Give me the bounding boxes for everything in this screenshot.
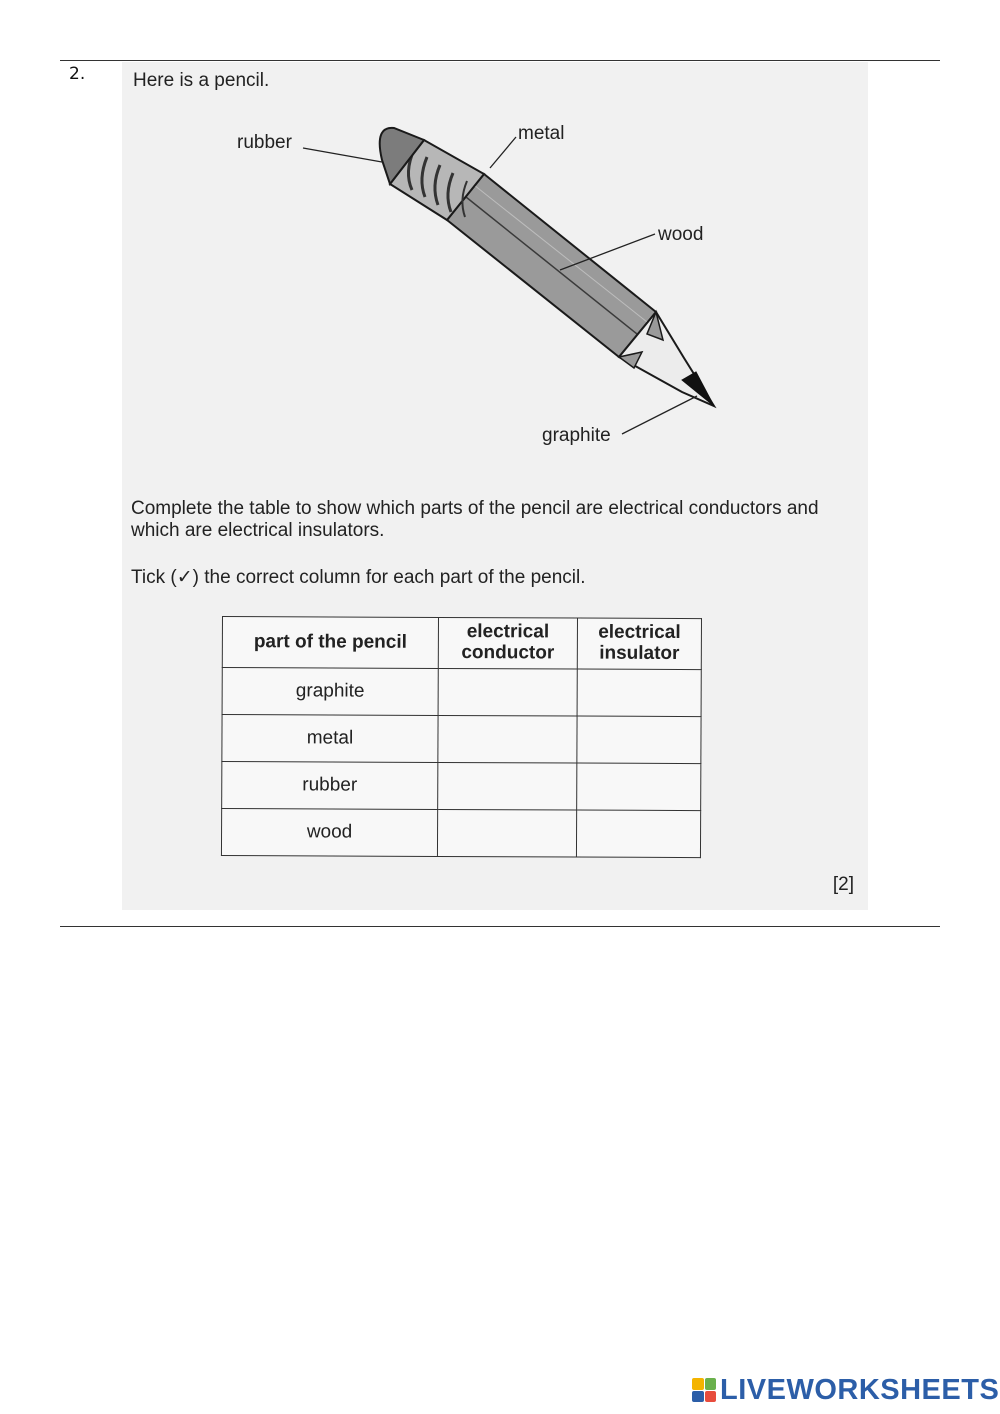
conductor-tick-cell[interactable] <box>438 762 577 810</box>
metal-leader-line <box>490 137 516 168</box>
conductor-tick-cell[interactable] <box>437 809 576 857</box>
insulator-tick-cell[interactable] <box>577 716 701 764</box>
graphite-leader-line <box>622 396 697 434</box>
logo-square <box>692 1391 704 1403</box>
question-number: 2. <box>69 64 86 84</box>
rubber-label: rubber <box>237 132 292 153</box>
graphite-label: graphite <box>542 425 611 446</box>
answer-table <box>221 616 702 858</box>
question-scan <box>122 62 868 910</box>
conductor-tick-cell[interactable] <box>438 715 577 763</box>
header-part: part of the pencil <box>222 617 438 669</box>
liveworksheets-brand <box>692 1374 999 1406</box>
row-part-label: graphite <box>222 668 438 716</box>
logo-square <box>705 1391 717 1403</box>
logo-square <box>705 1378 717 1390</box>
tick-instruction: Tick (✓) the correct column for each part of the pencil. <box>131 567 586 588</box>
row-part-label: wood <box>221 809 437 857</box>
bottom-divider <box>60 926 940 927</box>
pencil-illustration <box>380 128 714 406</box>
table-row <box>222 762 701 811</box>
header-insulator: electrical insulator <box>577 618 701 670</box>
brand-name: LIVEWORKSHEETS <box>720 1373 1000 1406</box>
pencil-diagram <box>122 62 868 482</box>
insulator-tick-cell[interactable] <box>577 669 701 717</box>
rubber-leader-line <box>303 148 382 162</box>
header-conductor: electrical conductor <box>438 617 577 669</box>
wood-label: wood <box>658 224 704 245</box>
logo-square <box>692 1378 704 1390</box>
insulator-tick-cell[interactable] <box>577 763 701 811</box>
marks-label: [2] <box>832 874 854 895</box>
conductor-tick-cell[interactable] <box>438 668 577 716</box>
top-divider <box>60 60 940 61</box>
table-row <box>222 668 701 717</box>
intro-text: Here is a pencil. <box>133 70 270 91</box>
row-part-label: rubber <box>222 762 438 810</box>
liveworksheets-logo-icon <box>692 1378 716 1402</box>
table-row <box>221 809 700 858</box>
metal-label: metal <box>518 123 565 144</box>
row-part-label: metal <box>222 715 438 763</box>
table-header-row <box>222 617 701 670</box>
insulator-tick-cell[interactable] <box>576 810 700 858</box>
table-row <box>222 715 701 764</box>
instruction-text: Complete the table to show which parts of the pencil are electrical conductors and which are electrical insulators. <box>131 498 819 541</box>
